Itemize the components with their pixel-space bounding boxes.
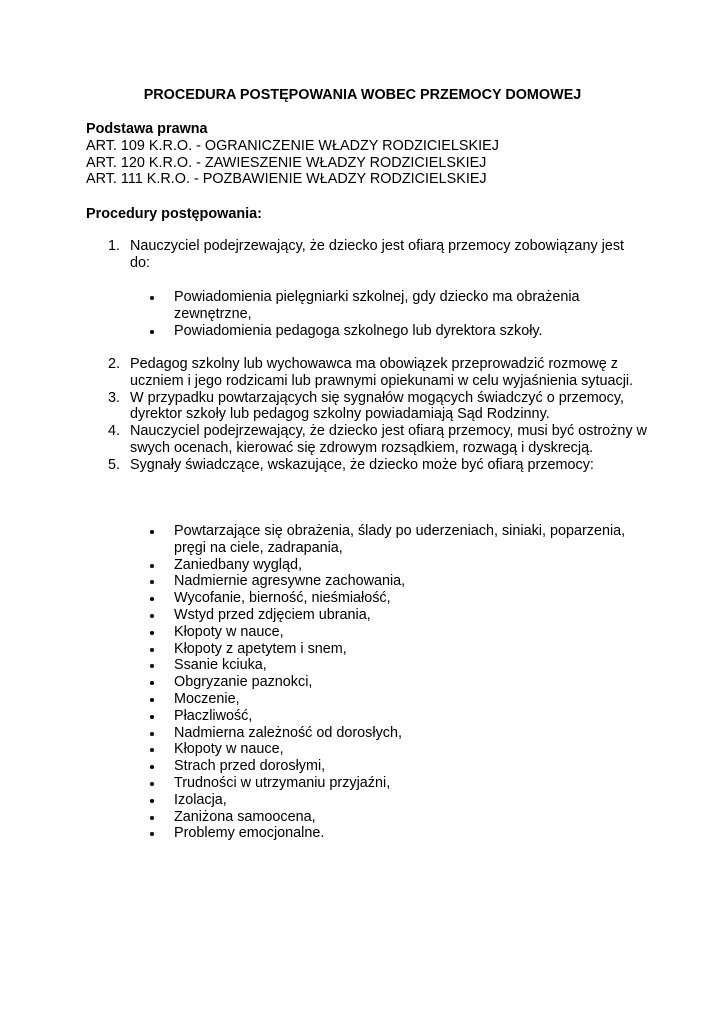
bullet-text: Nadmiernie agresywne zachowania, <box>174 573 406 590</box>
bullet-text: Nadmierna zależność od dorosłych, <box>174 724 402 741</box>
procedure-text: Sygnały świadczące, wskazujące, że dziecko może być ofiarą przemocy: <box>130 456 594 473</box>
bullet-text: Powtarzające się obrażenia, ślady po uderzeniach, siniaki, poparzenia, pręgi na ciele, zadrapania, <box>174 523 626 556</box>
bullet-item <box>150 725 650 742</box>
bullet-item <box>150 825 650 842</box>
bullet-item <box>150 775 650 792</box>
legal-basis-heading: Podstawa prawna <box>86 121 208 137</box>
bullet-text: Strach przed dorosłymi, <box>174 758 326 775</box>
bullet-item <box>150 590 650 607</box>
bullet-item <box>150 607 650 624</box>
procedure-text: W przypadku powtarzających się sygnałów mogących świadczyć o przemocy, dyrektor szkoły lub pedagog szkolny powiadamiają Sąd Rodzinny. <box>130 389 625 423</box>
procedure-text: Nauczyciel podejrzewający, że dziecko jest ofiarą przemocy, musi być ostrożny w swych ocenach, kierować się zdrowym rozsądkiem, rozwagą i dyskrecją. <box>130 423 647 456</box>
bullet-icon <box>150 296 154 300</box>
procedure-item <box>108 356 648 390</box>
procedure-number: 5. <box>108 456 121 473</box>
legal-basis-section <box>86 121 646 188</box>
bullet-text: Zaniedbany wygląd, <box>174 556 302 573</box>
bullet-text: Zaniżona samoocena, <box>174 808 316 825</box>
bullet-text: Moczenie, <box>174 690 240 707</box>
document-title: PROCEDURA POSTĘPOWANIA WOBEC PRZEMOCY DOMOWEJ <box>143 87 582 103</box>
procedure-list-2 <box>108 356 648 474</box>
bullet-item <box>150 758 650 775</box>
bullet-item <box>150 624 650 641</box>
bullet-item <box>150 641 650 658</box>
procedure-number: 3. <box>108 389 121 406</box>
bullet-text: Ssanie kciuka, <box>174 657 267 674</box>
bullet-icon <box>150 748 154 752</box>
procedures-heading: Procedury postępowania: <box>86 206 262 222</box>
bullet-icon <box>150 597 154 601</box>
procedure-number: 4. <box>108 423 121 440</box>
bullet-icon <box>150 816 154 820</box>
bullet-item <box>150 741 650 758</box>
bullet-icon <box>150 715 154 719</box>
notification-bullets <box>150 289 650 339</box>
bullet-text: Kłopoty z apetytem i snem, <box>174 640 347 657</box>
bullet-item <box>150 323 650 340</box>
bullet-item <box>150 289 650 323</box>
bullet-text: Powiadomienia pielęgniarki szkolnej, gdy dziecko ma obrażenia zewnętrzne, <box>174 289 580 322</box>
bullet-item <box>150 557 650 574</box>
bullet-icon <box>150 631 154 635</box>
bullet-icon <box>150 614 154 618</box>
legal-basis-line: ART. 111 K.R.O. - POZBAWIENIE WŁADZY RODZICIELSKIEJ <box>86 171 487 188</box>
procedure-number: 1. <box>108 238 121 254</box>
bullet-icon <box>150 832 154 836</box>
legal-basis-line: ART. 120 K.R.O. - ZAWIESZENIE WŁADZY RODZICIELSKIEJ <box>86 154 487 171</box>
bullet-text: Izolacja, <box>174 791 227 808</box>
bullet-text: Wycofanie, bierność, nieśmiałość, <box>174 590 391 607</box>
bullet-item <box>150 657 650 674</box>
procedure-number: 2. <box>108 356 121 372</box>
bullet-icon <box>150 782 154 786</box>
procedure-item <box>108 238 648 272</box>
bullet-text: Płaczliwość, <box>174 707 253 724</box>
procedure-item <box>108 423 648 457</box>
signals-bullets <box>150 523 650 842</box>
bullet-icon <box>150 564 154 568</box>
bullet-icon <box>150 698 154 702</box>
bullet-text: Powiadomienia pedagoga szkolnego lub dyrektora szkoły. <box>174 322 543 339</box>
bullet-icon <box>150 799 154 803</box>
bullet-icon <box>150 580 154 584</box>
bullet-icon <box>150 330 154 334</box>
procedure-list-1 <box>108 238 648 272</box>
bullet-text: Kłopoty w nauce, <box>174 741 284 758</box>
procedure-text: Nauczyciel podejrzewający, że dziecko jest ofiarą przemocy zobowiązany jest do: <box>130 238 625 271</box>
procedure-item <box>108 390 648 424</box>
bullet-icon <box>150 765 154 769</box>
bullet-icon <box>150 648 154 652</box>
procedure-item <box>108 457 648 474</box>
bullet-item <box>150 708 650 725</box>
procedure-text: Pedagog szkolny lub wychowawca ma obowiązek przeprowadzić rozmowę z uczniem i jego rodzicami lub prawnymi opiekunami w celu wyjaśnienia sytuacji. <box>130 356 634 389</box>
bullet-item <box>150 691 650 708</box>
legal-basis-line: ART. 109 K.R.O. - OGRANICZENIE WŁADZY RODZICIELSKIEJ <box>86 137 499 154</box>
bullet-icon <box>150 530 154 534</box>
bullet-icon <box>150 681 154 685</box>
bullet-text: Problemy emocjonalne. <box>174 825 325 842</box>
bullet-icon <box>150 664 154 668</box>
bullet-text: Kłopoty w nauce, <box>174 623 284 640</box>
bullet-text: Wstyd przed zdjęciem ubrania, <box>174 606 371 623</box>
bullet-text: Trudności w utrzymaniu przyjaźni, <box>174 774 391 791</box>
bullet-item <box>150 573 650 590</box>
bullet-item <box>150 674 650 691</box>
bullet-text: Obgryzanie paznokci, <box>174 674 313 691</box>
bullet-item <box>150 792 650 809</box>
bullet-item <box>150 523 650 557</box>
bullet-item <box>150 809 650 826</box>
bullet-icon <box>150 732 154 736</box>
